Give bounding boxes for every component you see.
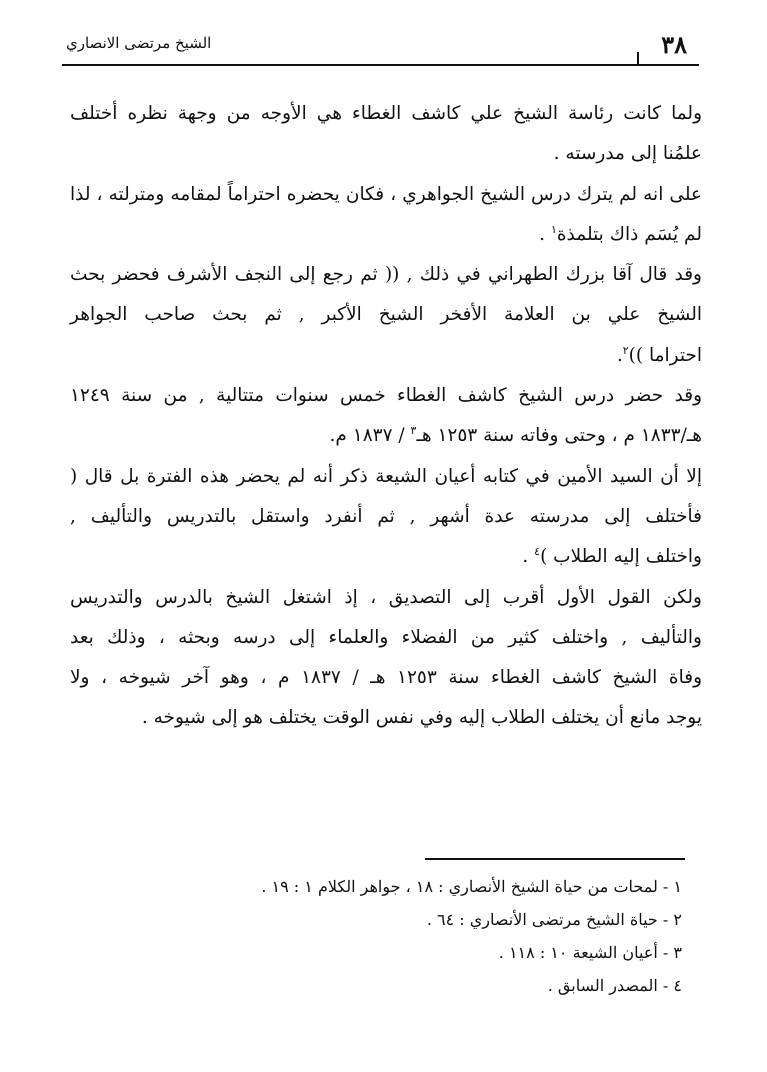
text-fragment: . <box>539 223 551 245</box>
footnote-item: ٤ - المصدر السابق . <box>547 976 682 995</box>
page-header <box>62 30 699 66</box>
footnote-ref: ٣ <box>410 424 417 438</box>
paragraph-3 <box>70 255 702 376</box>
text-line <box>70 416 702 456</box>
text-line <box>70 336 702 376</box>
paragraph-2 <box>70 175 702 256</box>
paragraph-1 <box>70 94 702 175</box>
text-line: إلا أن السيد الأمين في كتابه أعيان الشيعة ذكر أنه لم يحضر هذه الفترة بل قال ( <box>70 465 702 487</box>
text-fragment: واختلف إليه الطلاب ) <box>540 546 702 568</box>
footnotes <box>120 870 682 1002</box>
text-line <box>70 537 702 577</box>
text-fragment: . <box>522 546 535 568</box>
text-line: ولما كانت رئاسة الشيخ علي كاشف الغطاء هي الأوجه من وجهة نظره أختلف <box>70 103 702 124</box>
text-fragment: هـ/١٨٣٣ م ، وحتى وفاته سنة ١٢٥٣ هـ <box>416 425 702 447</box>
footnote-item: ٢ - حياة الشيخ مرتضى الأنصاري : ٦٤ . <box>426 910 682 929</box>
text-fragment: . <box>616 344 623 366</box>
text-line: علمُنا إلى مدرسته . <box>553 143 702 165</box>
paragraph-5 <box>70 457 702 578</box>
text-line: ولكن القول الأول أقرب إلى التصديق ، إذ اشتغل الشيخ بالدرس والتدريس <box>70 586 702 608</box>
text-line: على انه لم يترك درس الشيخ الجواهري ، فكان يحضره احتراماً لمقامه ومترلته ، لذا <box>70 183 702 205</box>
text-line: الشيخ علي بن العلامة الأفخر الشيخ الأكبر , ثم بحث صاحب الجواهر <box>70 304 702 326</box>
running-title: الشيخ مرتضى الانصاري <box>66 34 212 52</box>
footnote-ref: ٢ <box>622 343 629 357</box>
text-fragment: لم يُسَم ذاك بتلمذة <box>556 223 702 245</box>
text-fragment: احتراما )) <box>628 344 702 366</box>
text-line: وفاة الشيخ كاشف الغطاء سنة ١٢٥٣ هـ / ١٨٣٧ م ، وهو آخر شيوخه ، ولا <box>70 667 702 689</box>
footnote-item: ٣ - أعيان الشيعة ١٠ : ١١٨ . <box>498 943 682 962</box>
page-number: ٣٨ <box>661 30 687 59</box>
paragraph-6 <box>70 578 702 739</box>
text-line: وقد قال آقا بزرك الطهراني في ذلك , (( ثم رجع إلى النجف الأشرف فحضر بحث <box>70 264 702 286</box>
paragraph-4 <box>70 376 702 457</box>
text-line: والتأليف , واختلف كثير من الفضلاء والعلماء إلى درسه وبحثه ، وذلك بعد <box>70 626 702 648</box>
text-line: فأختلف إلى مدرسته عدة أشهر , ثم أنفرد واستقل بالتدريس والتأليف , <box>70 505 702 527</box>
header-divider-tick <box>637 52 639 66</box>
footnote-separator <box>425 858 685 860</box>
footnote-ref: ١ <box>550 222 557 236</box>
text-line: وقد حضر درس الشيخ كاشف الغطاء خمس سنوات متتالية , من سنة ١٢٤٩ <box>70 385 702 407</box>
text-line <box>70 215 702 255</box>
footnote-ref: ٤ <box>534 545 541 559</box>
footnote-item: ١ - لمحات من حياة الشيخ الأنصاري : ١٨ ، جواهر الكلام ١ : ١٩ . <box>261 877 682 896</box>
main-text <box>70 94 702 739</box>
text-fragment: / ١٨٣٧ م. <box>329 425 411 447</box>
text-line: يوجد مانع أن يختلف الطلاب إليه وفي نفس الوقت يختلف هو إلى شيوخه . <box>141 707 702 729</box>
